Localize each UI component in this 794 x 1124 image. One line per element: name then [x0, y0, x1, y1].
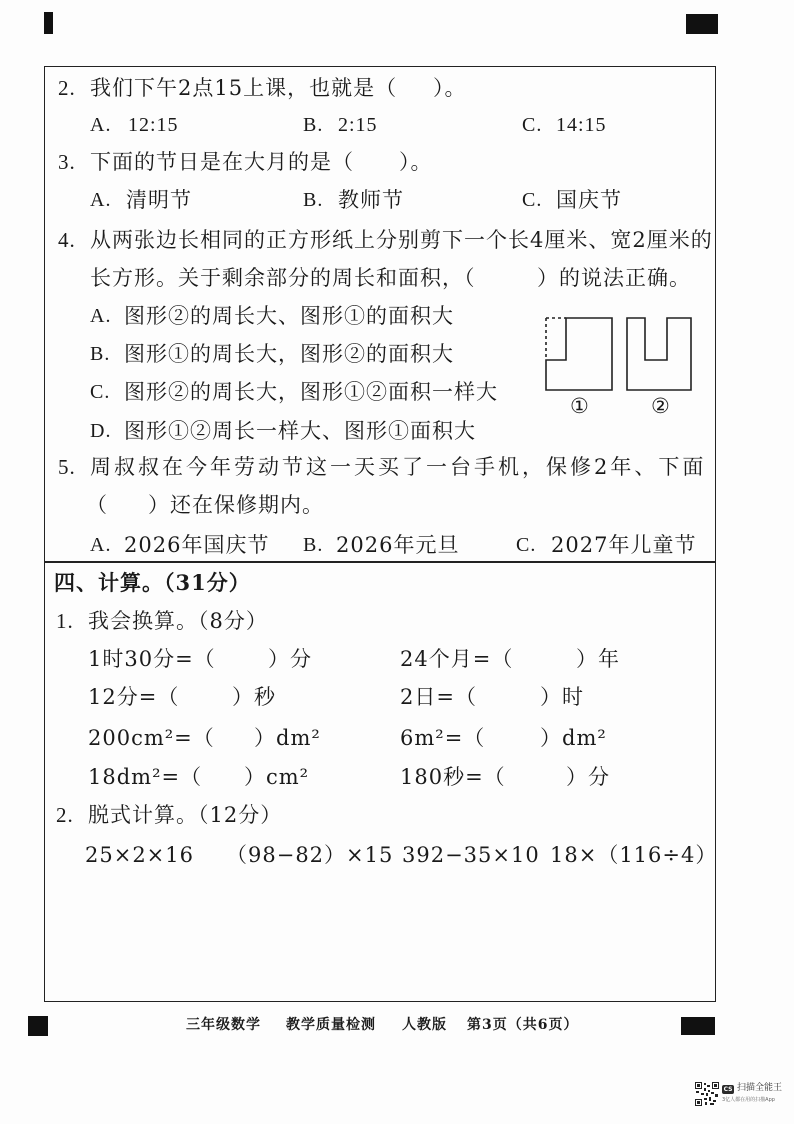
- q4-option-d: 图形①②周长一样大、图形①面积大: [124, 419, 476, 443]
- q4-option-c: 图形②的周长大，图形①②面积一样大: [124, 380, 498, 404]
- q5-option-c-letter: C.: [516, 534, 537, 556]
- conversion-item-2-unit: ）年: [576, 647, 620, 671]
- conversion-item-1-unit: ）分: [268, 647, 312, 671]
- q3-option-b-letter: B.: [303, 189, 324, 211]
- q5-option-a: 2026年国庆节: [124, 533, 270, 557]
- conversion-item-7: 18dm²=（: [88, 765, 203, 789]
- footer-subject: 三年级数学: [186, 1017, 261, 1033]
- q5-option-c: 2027年儿童节: [551, 533, 697, 557]
- registration-mark-bottom-left: [28, 1016, 48, 1036]
- footer-page-number: 第3页（共6页）: [467, 1017, 579, 1033]
- q5-option-b: 2026年元旦: [336, 533, 460, 557]
- conversion-item-8-unit: ）分: [566, 765, 610, 789]
- scanner-logo: CS: [723, 1086, 733, 1093]
- figure-2-label: ②: [651, 394, 671, 418]
- q4-stem-line2-close: ）的说法正确。: [537, 266, 691, 290]
- footer-edition: 人教版: [402, 1017, 447, 1033]
- calculation-number: 2.: [56, 803, 74, 827]
- conversion-item-3-unit: ）秒: [232, 685, 276, 709]
- conversion-item-6-unit: ）dm²: [540, 726, 607, 750]
- figure-1-shape: [546, 318, 612, 390]
- q3-option-a: 清明节: [126, 188, 192, 212]
- q5-option-a-letter: A.: [90, 534, 112, 556]
- conversion-item-5: 200cm²=（: [88, 726, 215, 750]
- q3-option-c-letter: C.: [522, 189, 543, 211]
- scanner-tagline: 3亿人都在用的扫描App: [722, 1097, 775, 1103]
- conversion-number: 1.: [56, 609, 74, 633]
- q2-option-b-letter: B.: [303, 114, 324, 136]
- conversion-item-2: 24个月=（: [400, 647, 514, 671]
- calculation-expression-3: 392−35×10: [402, 843, 540, 867]
- q4-option-b: 图形①的周长大，图形②的面积大: [124, 342, 454, 366]
- conversion-item-7-unit: ）cm²: [244, 765, 310, 789]
- registration-mark-bottom-right: [681, 1017, 715, 1035]
- q5-stem-line1: 周叔叔在今年劳动节这一天买了一台手机，保修2年、下面: [90, 455, 707, 479]
- q3-number: 3.: [58, 150, 76, 174]
- conversion-item-3: 12分=（: [88, 685, 180, 709]
- q4-option-d-letter: D.: [90, 420, 112, 442]
- q2-option-c-letter: C.: [522, 114, 543, 136]
- calculation-expression-2: （98−82）×15: [226, 843, 394, 867]
- q5-stem-line2-close: ）还在保修期内。: [148, 493, 324, 517]
- q2-option-c: 14:15: [556, 114, 607, 136]
- conversion-item-4: 2日=（: [400, 685, 477, 709]
- q3-option-b: 教师节: [338, 188, 404, 212]
- q4-option-a: 图形②的周长大、图形①的面积大: [124, 304, 454, 328]
- q5-option-b-letter: B.: [303, 534, 324, 556]
- conversion-item-6: 6m²=（: [400, 726, 486, 750]
- q4-option-a-letter: A.: [90, 305, 112, 327]
- q5-stem-line2-open: （: [86, 493, 108, 517]
- q3-stem: 下面的节日是在大月的是（: [90, 150, 354, 174]
- q3-stem-close: ）。: [399, 150, 433, 174]
- q4-number: 4.: [58, 228, 76, 252]
- q3-option-c: 国庆节: [556, 188, 622, 212]
- q4-figures: [540, 312, 700, 396]
- calculation-title: 脱式计算。（12分）: [88, 803, 283, 827]
- q4-option-c-letter: C.: [90, 381, 111, 403]
- q2-option-b: 2:15: [338, 114, 378, 136]
- conversion-item-8: 180秒=（: [400, 765, 506, 789]
- section-4-heading: 四、计算。（31分）: [54, 570, 251, 595]
- conversion-item-5-unit: ）dm²: [254, 726, 321, 750]
- q2-option-a: 12:15: [128, 114, 179, 136]
- conversion-item-4-unit: ）时: [540, 685, 584, 709]
- q2-stem: 我们下午2点15上课，也就是（: [90, 76, 398, 100]
- q4-stem-line1: 从两张边长相同的正方形纸上分别剪下一个长4厘米、宽2厘米的: [90, 228, 713, 252]
- q4-stem-line2: 长方形。关于剩余部分的周长和面积，（: [90, 266, 476, 290]
- calculation-expression-1: 25×2×16: [85, 843, 194, 867]
- figure-1-label: ①: [570, 394, 590, 418]
- qr-code-icon: [695, 1082, 719, 1106]
- registration-mark-top-left: [44, 12, 53, 34]
- q5-number: 5.: [58, 455, 76, 479]
- calculation-expression-4: 18×（116÷4）: [550, 843, 718, 867]
- q3-option-a-letter: A.: [90, 189, 112, 211]
- section-divider: [44, 561, 716, 563]
- conversion-title: 我会换算。（8分）: [88, 609, 268, 633]
- q2-number: 2.: [58, 76, 76, 100]
- scanner-app-name: 扫描全能王: [737, 1083, 783, 1093]
- q2-option-a-letter: A.: [90, 114, 112, 136]
- q4-option-b-letter: B.: [90, 343, 111, 365]
- figure-2-shape: [627, 318, 691, 390]
- q2-stem-close: ）。: [433, 76, 467, 100]
- conversion-item-1: 1时30分=（: [88, 647, 216, 671]
- footer-exam-name: 教学质量检测: [286, 1017, 376, 1033]
- registration-mark-top-right: [686, 14, 718, 34]
